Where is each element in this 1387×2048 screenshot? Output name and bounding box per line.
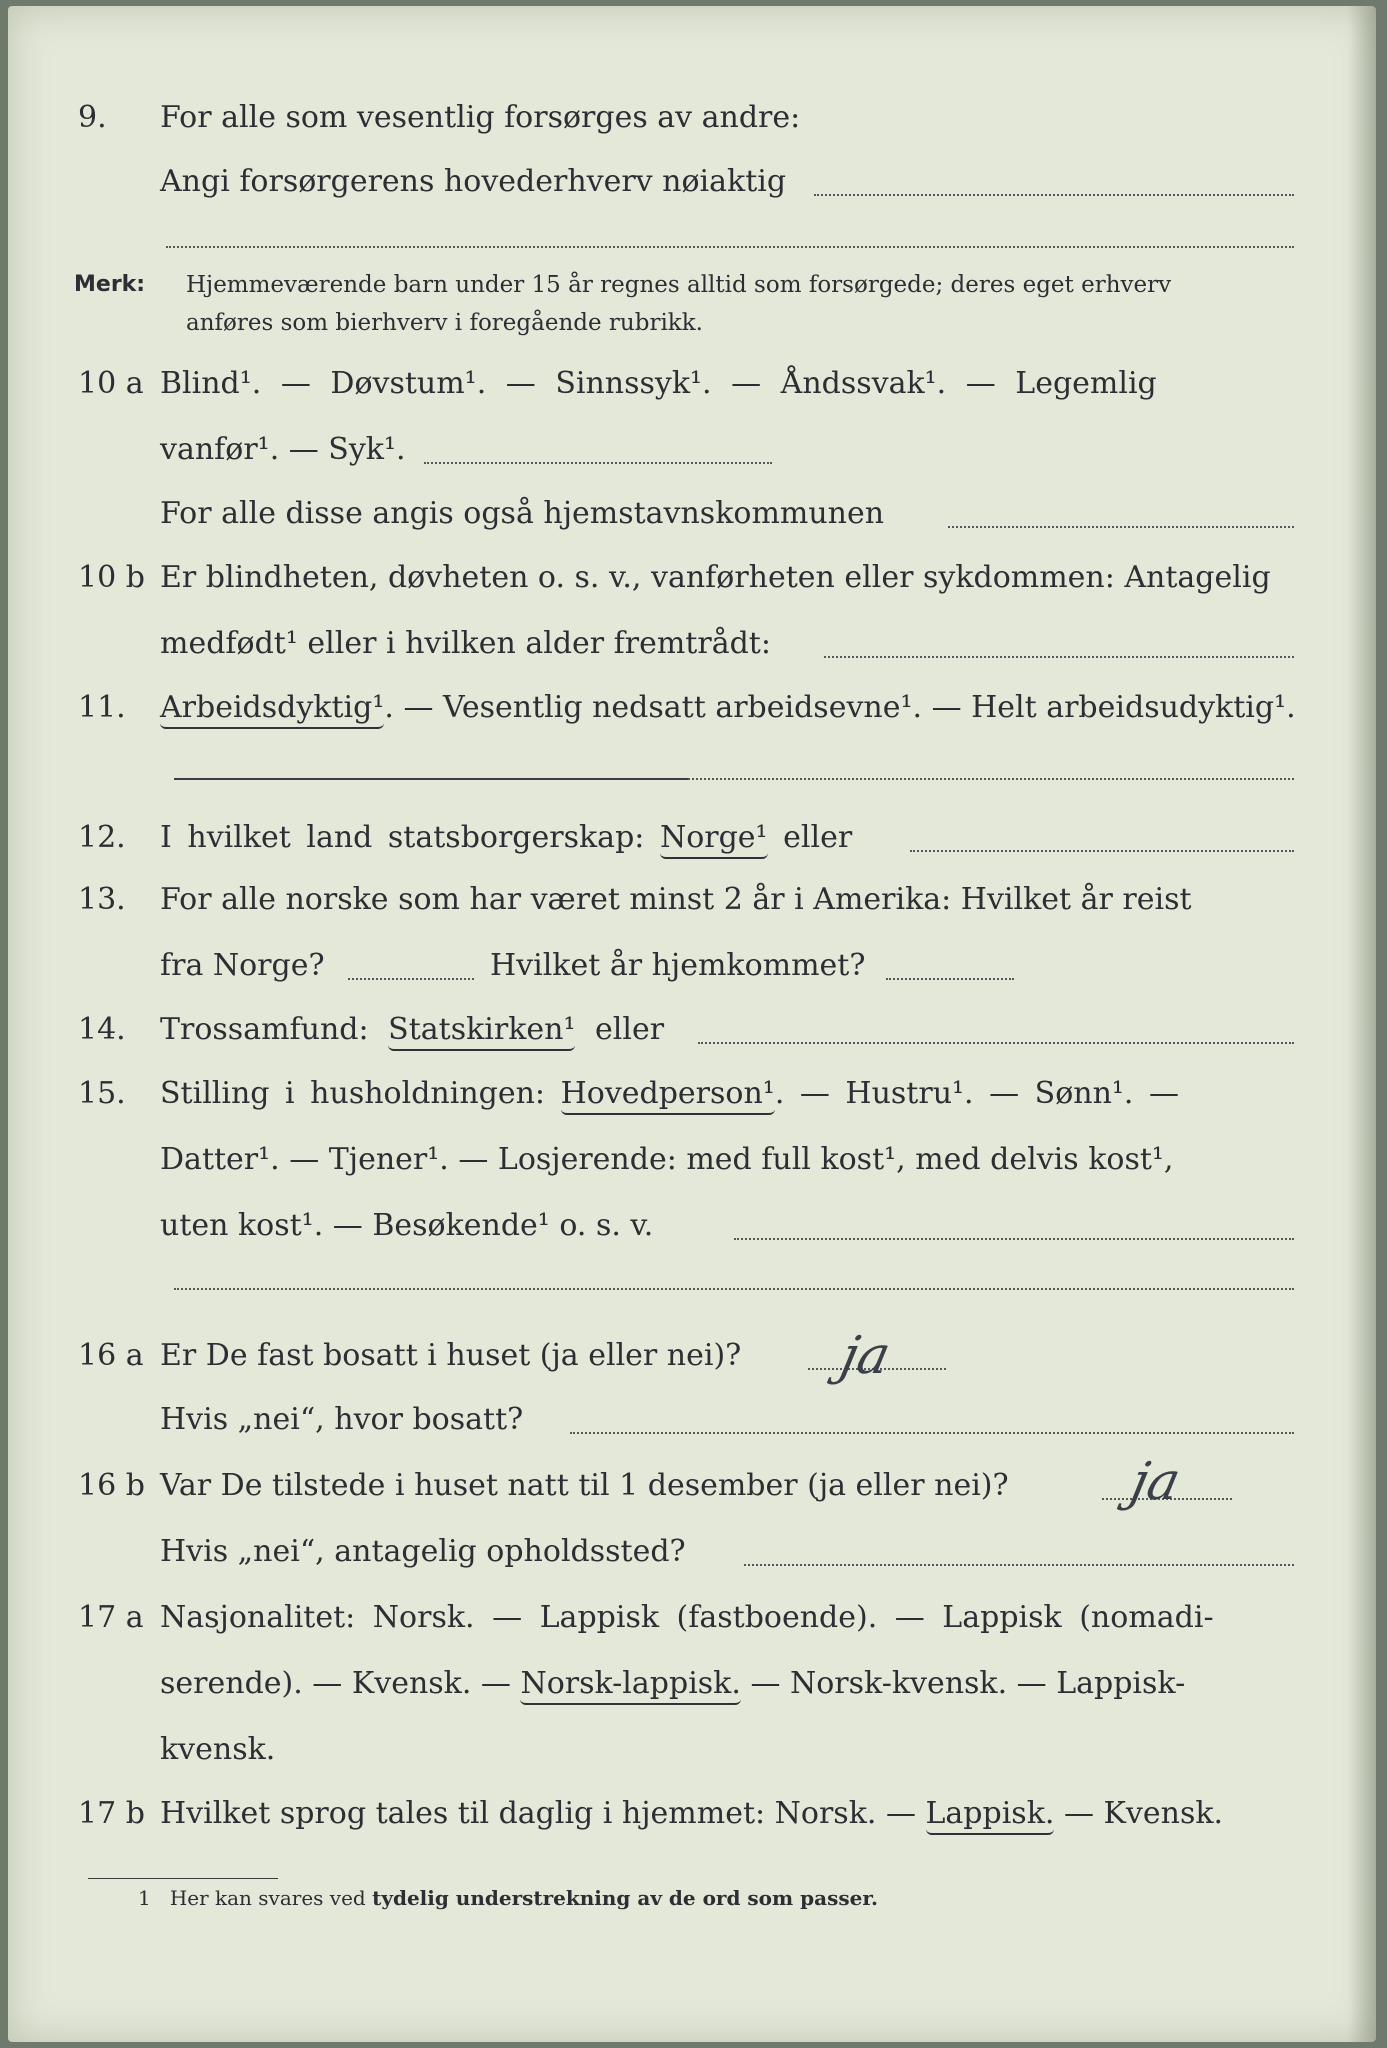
question-text: vanfør¹. — Syk¹. [160,432,406,467]
question-number: 12. [78,820,126,855]
answer-line[interactable] [166,246,1294,248]
question-text: uten kost¹. — Besøkende¹ o. s. v. [160,1208,654,1243]
question-text [160,1664,1185,1704]
merk-text: Hjemmeværende barn under 15 år regnes alltid som forsørgede; deres eget erhverv [186,272,1172,298]
answer-line[interactable] [814,194,1294,196]
question-number: 13. [78,882,126,917]
underlined-answer: Arbeidsdyktig¹ [160,690,384,729]
answer-line[interactable] [734,1238,1294,1240]
question-text-rest: . — Vesentlig nedsatt arbeidsevne¹. — Helt arbeidsudyktig¹. [384,690,1296,725]
handwritten-answer: ja [835,1326,896,1386]
question-text-rest: . — Hustru¹. — Sønn¹. — [774,1076,1180,1111]
footnote-text: Her kan svares ved [169,1886,366,1910]
answer-line[interactable] [886,978,1014,980]
question-text: Hvis „nei“, antagelig opholdssted? [160,1534,686,1569]
question-text [160,1074,1179,1114]
merk-text: anføres som bierhverv i foregående rubrikk. [186,310,703,336]
question-text: Var De tilstede i huset natt til 1 desember (ja eller nei)? [160,1468,1009,1503]
question-number: 10 b [78,560,145,595]
question-text-prefix: Hvilket sprog tales til daglig i hjemmet: Norsk. — [160,1796,916,1831]
answer-line[interactable] [688,778,1294,780]
question-text-prefix: serende). — Kvensk. — [160,1666,511,1701]
question-text: Er De fast bosatt i huset (ja eller nei)? [160,1338,742,1373]
answer-line-solid [174,778,688,780]
footnote-rule [88,1878,278,1879]
question-text-prefix: Stilling i husholdningen: [160,1076,546,1111]
answer-line[interactable] [948,526,1294,528]
question-number: 9. [78,100,107,135]
question-number: 14. [78,1012,126,1047]
answer-line[interactable] [910,850,1294,852]
question-text-prefix: I hvilket land statsborgerskap: [160,820,645,855]
underlined-answer: Hovedperson¹ [561,1076,775,1115]
question-number: 16 a [78,1338,144,1373]
question-text [160,1794,1223,1834]
underlined-answer: Lappisk. [926,1796,1055,1835]
footnote-emphasis: tydelig understrekning av de ord som passer. [372,1886,878,1910]
footnote-mark: 1 [138,1886,151,1910]
question-text-suffix: eller [783,820,853,855]
question-text: Datter¹. — Tjener¹. — Losjerende: med full kost¹, med delvis kost¹, [160,1142,1174,1177]
question-text: Blind¹. — Døvstum¹. — Sinnssyk¹. — Åndssvak¹. — Legemlig [160,366,1157,401]
question-text-suffix: eller [595,1012,665,1047]
question-text: kvensk. [160,1732,276,1767]
page-edge-shadow [1348,6,1376,2042]
question-text: For alle norske som har været minst 2 år i Amerika: Hvilket år reist [160,882,1192,917]
answer-line[interactable] [570,1432,1294,1434]
answer-line[interactable] [174,1288,1294,1290]
question-text: Hvis „nei“, hvor bosatt? [160,1402,524,1437]
answer-line[interactable] [348,978,474,980]
question-number: 11. [78,690,126,725]
answer-line[interactable] [824,656,1294,658]
question-text: fra Norge? [160,948,325,983]
question-text: Hvilket år hjemkommet? [490,948,866,983]
question-text [160,688,1296,728]
underlined-answer: Norsk-lappisk. [520,1666,740,1705]
answer-line[interactable] [424,462,772,464]
question-text-suffix: — Kvensk. [1063,1796,1224,1831]
question-number: 17 b [78,1796,145,1831]
handwritten-answer: ja [1125,1452,1186,1512]
question-number: 17 a [78,1600,144,1635]
underlined-answer: Statskirken¹ [388,1012,575,1051]
question-number: 15. [78,1076,126,1111]
question-text: For alle som vesentlig forsørges av andre: [160,100,801,135]
question-text-suffix: — Norsk-kvensk. — Lappisk- [750,1666,1186,1701]
question-text: For alle disse angis også hjemstavnskommunen [160,496,885,531]
merk-label: Merk: [74,272,146,297]
question-text [160,1010,664,1050]
underlined-answer: Norge¹ [660,820,768,859]
question-text: Er blindheten, døvheten o. s. v., vanførheten eller sykdommen: Antagelig [160,560,1271,595]
footnote [138,1886,878,1910]
answer-line[interactable] [744,1564,1294,1566]
question-text [160,818,852,858]
question-text: Angi forsørgerens hovederhverv nøiaktig [160,164,787,199]
question-number: 16 b [78,1468,145,1503]
census-form-page [8,6,1376,2042]
question-text: Nasjonalitet: Norsk. — Lappisk (fastboende). — Lappisk (nomadi- [160,1600,1214,1635]
question-text: medfødt¹ eller i hvilken alder fremtrådt: [160,626,771,661]
question-number: 10 a [78,366,144,401]
question-text-prefix: Trossamfund: [160,1012,369,1047]
answer-line[interactable] [698,1042,1294,1044]
